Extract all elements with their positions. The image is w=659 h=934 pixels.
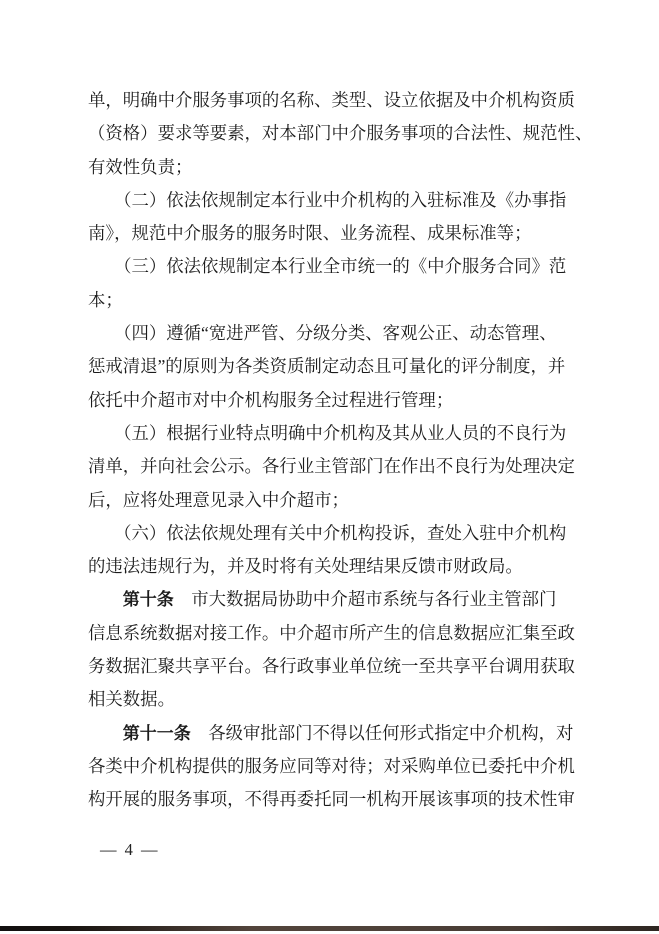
text-line: （二）依法依规制定本行业中介机构的入驻标准及《办事指 bbox=[122, 189, 567, 210]
text-line: 构开展的服务事项，不得再委托同一机构开展该事项的技术性审 bbox=[88, 789, 575, 810]
text-line: 第十条 市大数据局协助中介超市系统与各行业主管部门 bbox=[122, 589, 557, 610]
page-number: — 4 — bbox=[100, 840, 160, 859]
text-line: （四）遵循“宽进严管、分级分类、客观公正、动态管理、 bbox=[122, 323, 557, 344]
text-line: 清单，并向社会公示。各行业主管部门在作出不良行为处理决定 bbox=[88, 456, 575, 477]
text-line: 有效性负责； bbox=[88, 156, 193, 177]
scan-edge-artifact bbox=[0, 926, 659, 931]
text-line: （三）依法依规制定本行业全市统一的《中介服务合同》范 bbox=[122, 256, 567, 277]
text-line: （资格）要求等要素，对本部门中介服务事项的合法性、规范性、 bbox=[88, 123, 593, 144]
text-line: 依托中介超市对中介机构服务全过程进行管理； bbox=[88, 389, 454, 410]
text-line: 的违法违规行为，并及时将有关处理结果反馈市财政局。 bbox=[88, 556, 523, 577]
text-line: 第十一条 各级审批部门不得以任何形式指定中介机构，对 bbox=[122, 722, 574, 743]
text-line: 相关数据。 bbox=[88, 689, 175, 710]
text-line: 各类中介机构提供的服务应同等对待；对采购单位已委托中介机 bbox=[88, 755, 575, 776]
text-line: 后，应将处理意见录入中介超市； bbox=[88, 489, 349, 510]
text-line: 信息系统数据对接工作。中介超市所产生的信息数据应汇集至政 bbox=[88, 622, 575, 643]
document-body bbox=[88, 84, 593, 817]
text-line: 单，明确中介服务事项的名称、类型、设立依据及中介机构资质 bbox=[88, 90, 575, 110]
text-line: （六）依法依规处理有关中介机构投诉，查处入驻中介机构 bbox=[122, 522, 567, 543]
text-line: 南》，规范中介服务的服务时限、业务流程、成果标准等； bbox=[88, 223, 532, 244]
text-line: （五）根据行业特点明确中介机构及其从业人员的不良行为 bbox=[122, 422, 567, 443]
text-line: 务数据汇聚共享平台。各行政事业单位统一至共享平台调用获取 bbox=[88, 656, 575, 677]
text-line: 本； bbox=[88, 289, 123, 310]
text-line: 惩戒清退”的原则为各类资质制定动态且可量化的评分制度，并 bbox=[88, 356, 566, 377]
